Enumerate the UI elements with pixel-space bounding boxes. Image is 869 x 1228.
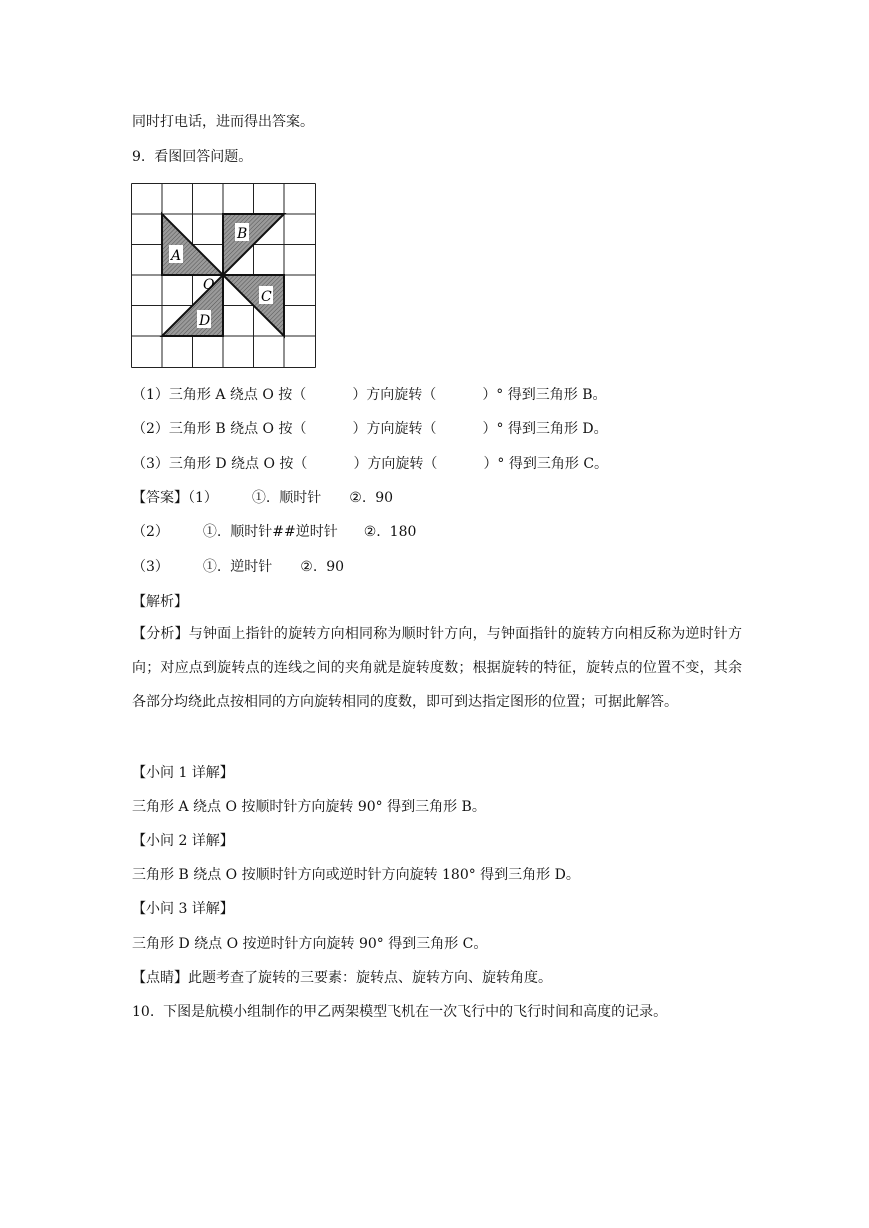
- analysis-paragraph: [132, 617, 742, 719]
- sub-id: （3）: [132, 456, 169, 472]
- sub-text-a: 三角形 A 绕点 O 按（: [168, 387, 307, 403]
- fenxi-tag: 【分析】: [132, 626, 189, 642]
- detail-3-title: 【小问 3 详解】: [132, 901, 234, 917]
- answer-id: （1）: [188, 490, 218, 506]
- answer-value-2: 90: [375, 490, 394, 506]
- label-b: B: [237, 226, 248, 242]
- detail-1-title: 【小问 1 详解】: [132, 765, 234, 781]
- answer-mark-2: ②.: [300, 559, 318, 575]
- label-d: D: [199, 313, 211, 329]
- answer-value-1: 顺时针##逆时针: [230, 524, 338, 540]
- sub-text-b: ）方向旋转（: [353, 456, 438, 472]
- sub-question-2: [132, 419, 608, 439]
- dianjing-line: [132, 968, 552, 988]
- answer-value-1: 逆时针: [230, 559, 273, 575]
- sub-text-a: 三角形 B 绕点 O 按（: [168, 421, 307, 437]
- sub-id: （2）: [132, 421, 169, 437]
- detail-2-title: 【小问 2 详解】: [132, 833, 234, 849]
- question-9-heading: [132, 147, 252, 167]
- question-prompt: 看图回答问题。: [154, 149, 253, 165]
- answer-row-1: [132, 488, 393, 508]
- sub-question-1: [132, 385, 607, 405]
- answer-row-2: [132, 522, 416, 542]
- question-10-heading: [132, 1002, 667, 1022]
- question-number: 9.: [132, 149, 146, 165]
- dianjing-tag: 【点睛】: [132, 970, 188, 986]
- answer-value-2: 90: [326, 559, 345, 575]
- answer-mark-1: ①.: [202, 559, 222, 575]
- sub-text-a: 三角形 D 绕点 O 按（: [168, 456, 308, 472]
- answer-value-1: 顺时针: [279, 490, 322, 506]
- answer-mark-1: ①.: [251, 490, 271, 506]
- sub-text-c: ）° 得到三角形 B。: [482, 387, 607, 403]
- sub-text-c: ）° 得到三角形 D。: [482, 421, 608, 437]
- label-a: A: [171, 248, 182, 264]
- sub-text-b: ）方向旋转（: [352, 387, 437, 403]
- answer-value-2: 180: [389, 524, 417, 540]
- label-c: C: [261, 289, 272, 305]
- rotation-grid-figure: [131, 183, 319, 371]
- detail-2-text: 三角形 B 绕点 O 按顺时针方向或逆时针方向旋转 180° 得到三角形 D。: [132, 867, 580, 883]
- question-prompt: 下图是航模小组制作的甲乙两架模型飞机在一次飞行中的飞行时间和高度的记录。: [163, 1004, 668, 1020]
- sub-question-3: [132, 454, 608, 474]
- detail-1-text: 三角形 A 绕点 O 按顺时针方向旋转 90° 得到三角形 B。: [132, 799, 486, 815]
- sub-text-c: ）° 得到三角形 C。: [483, 456, 609, 472]
- answer-id: （2）: [132, 524, 169, 540]
- label-o: O: [203, 277, 215, 293]
- sub-id: （1）: [132, 387, 169, 403]
- question-number: 10.: [132, 1004, 155, 1020]
- answer-mark-2: ②.: [363, 524, 381, 540]
- dianjing-text: 此题考查了旋转的三要素：旋转点、旋转方向、旋转角度。: [188, 970, 552, 986]
- detail-3-text: 三角形 D 绕点 O 按逆时针方向旋转 90° 得到三角形 C。: [132, 936, 488, 952]
- analysis-heading: 【解析】: [132, 594, 188, 610]
- answer-mark-1: ①.: [202, 524, 222, 540]
- intro-tail-text: 同时打电话，进而得出答案。: [132, 114, 314, 130]
- answer-tag: 【答案】: [132, 490, 188, 506]
- answer-id: （3）: [132, 559, 169, 575]
- answer-row-3: [132, 557, 344, 577]
- answer-mark-2: ②.: [349, 490, 367, 506]
- sub-text-b: ）方向旋转（: [352, 421, 437, 437]
- fenxi-text: 与钟面上指针的旋转方向相同称为顺时针方向，与钟面指针的旋转方向相反称为逆时针方向；对应点到旋转点的连线之间的夹角就是旋转度数；根据旋转的特征，旋转点的位置不变，其余各部分均绕此点按相同的方向旋转相同的度数，即可到达指定图形的位置；可据此解答。: [132, 626, 743, 710]
